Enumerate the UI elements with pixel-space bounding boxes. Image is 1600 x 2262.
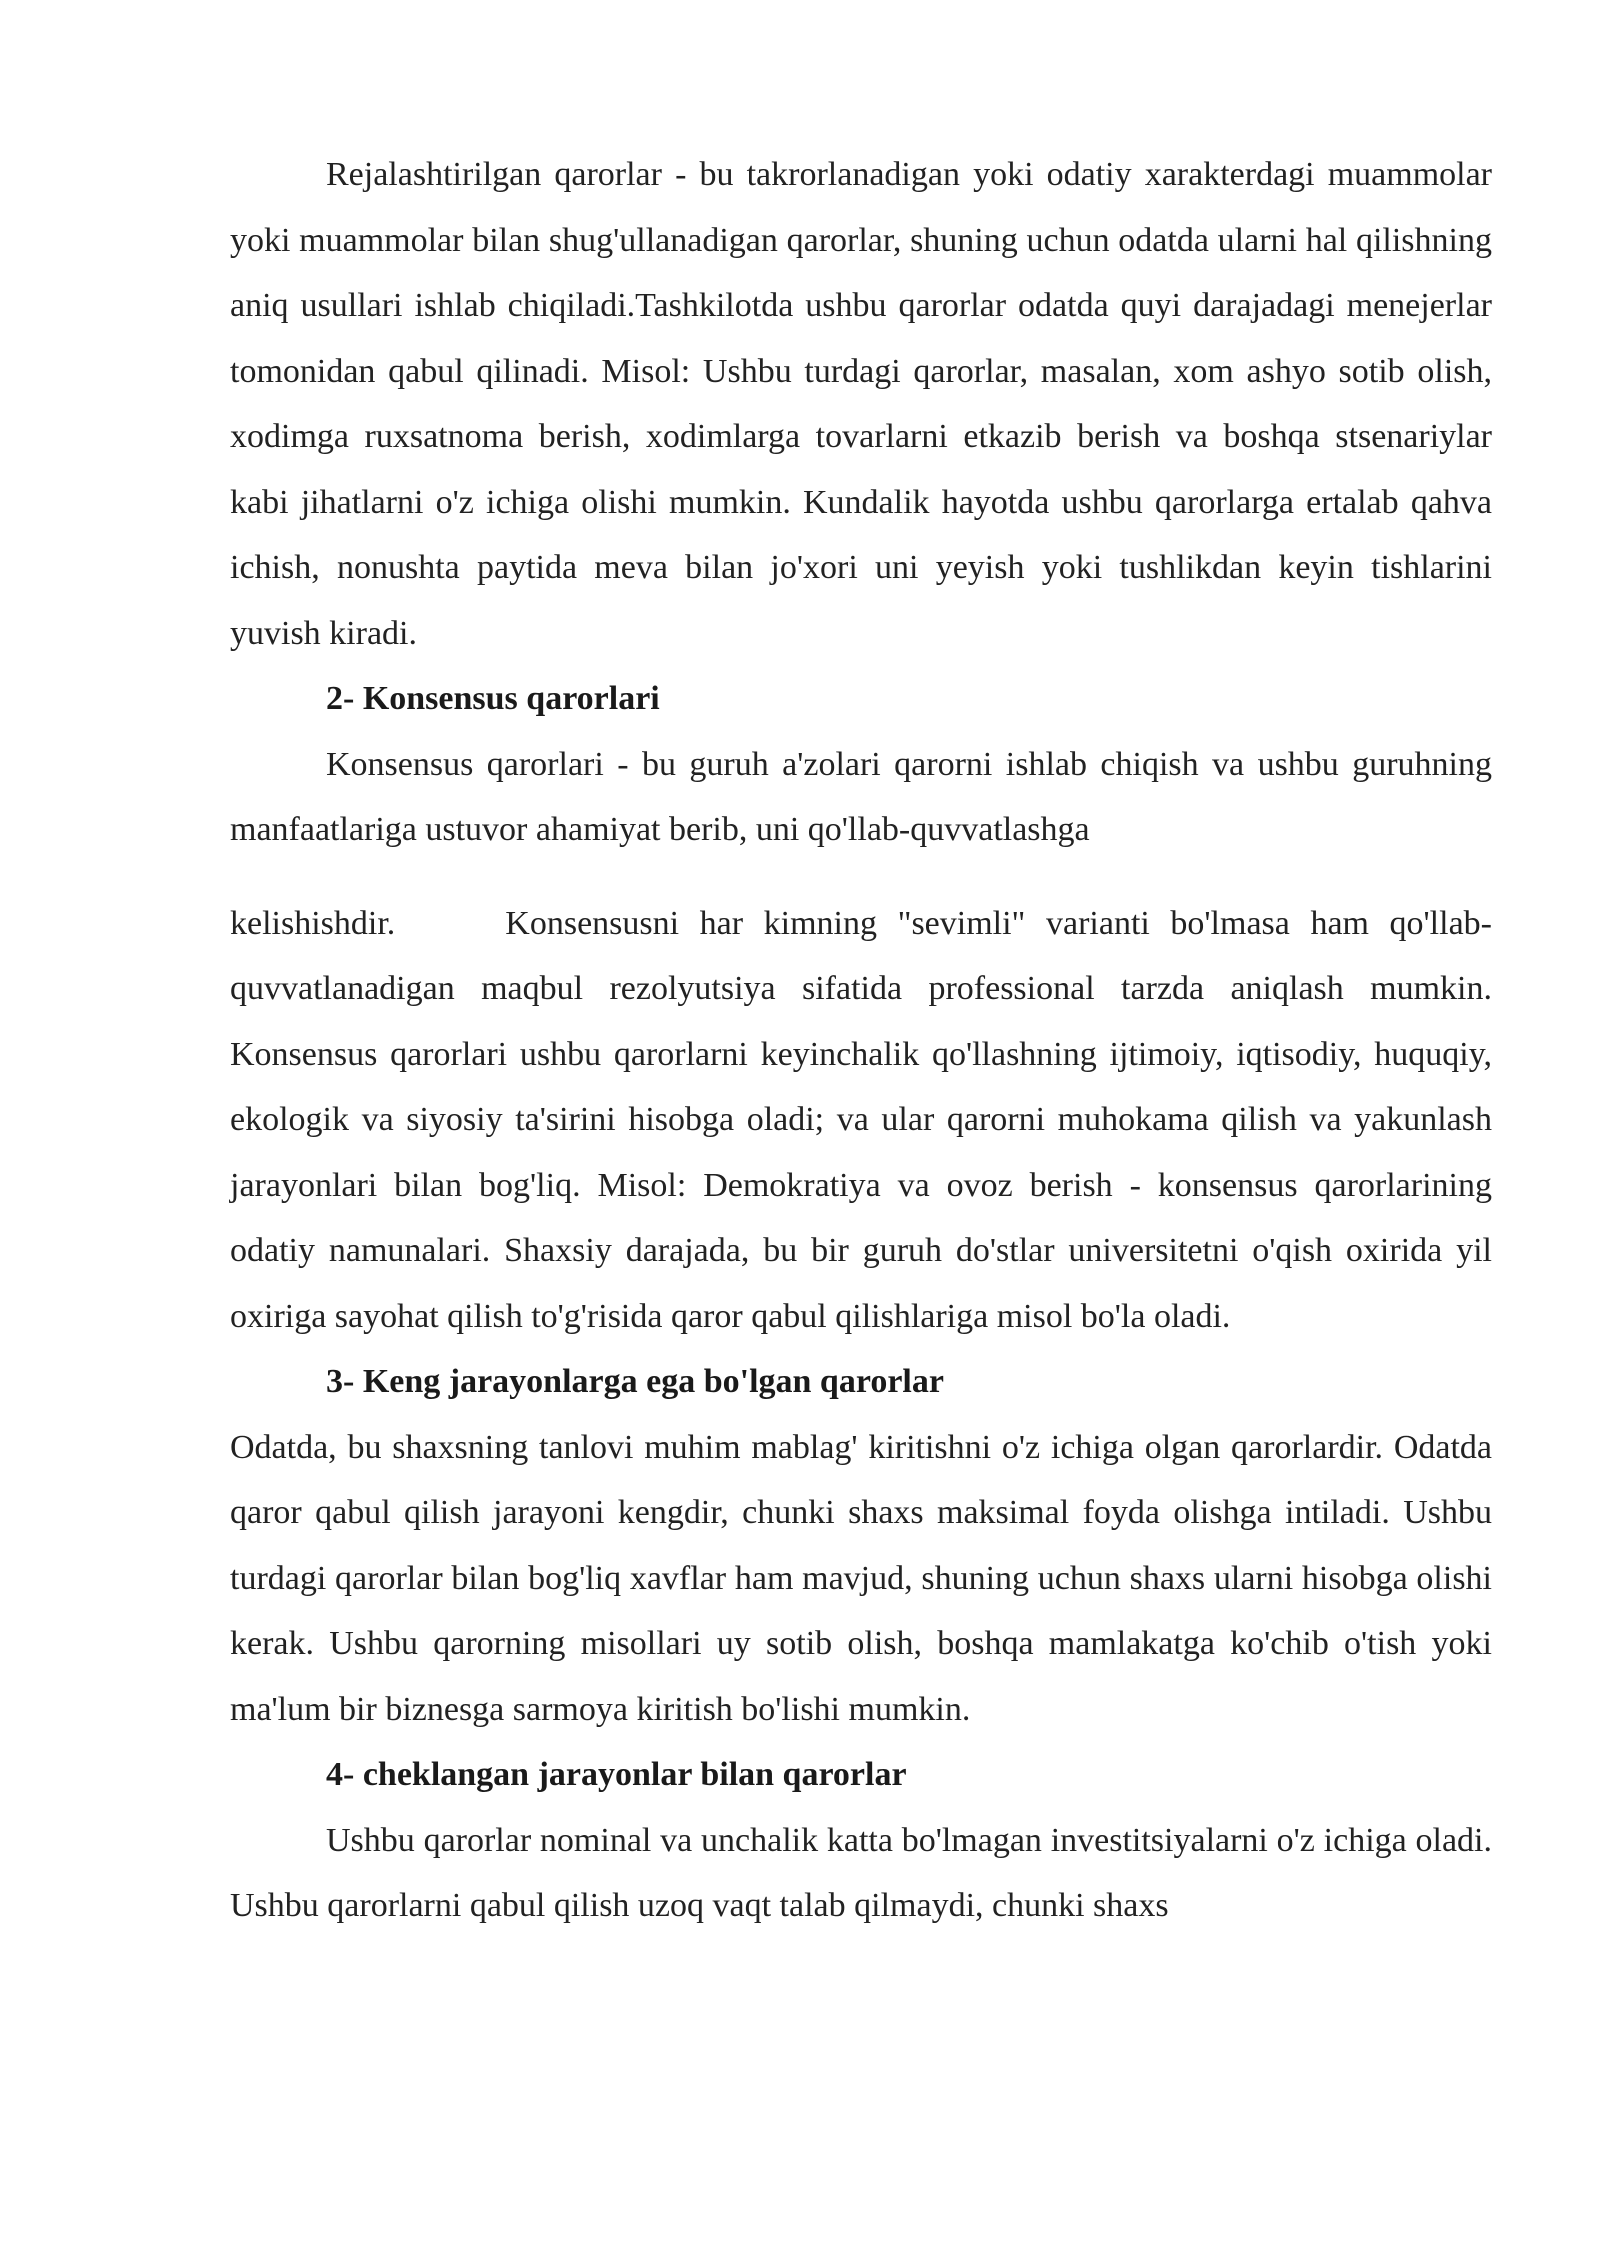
document-page bbox=[230, 142, 1492, 1939]
consensus-body-text: Konsensusni har kimning "sevimli" varianti bo'lmasa ham qo'llab-quvvatlanadigan maqbul rezolyutsiya sifatida professional tarzda aniqlash mumkin. Konsensus qarorlari ushbu qarorlarni keyinchalik qo'llashning ijtimoiy, iqtisodiy, huquqiy, ekologik va siyosiy ta'sirini hisobga oladi; va ular qarorni muhokama qilish va yakunlash jarayonlari bilan bog'liq. Misol: Demokratiya va ovoz berish - konsensus qarorlarining odatiy namunalari. Shaxsiy darajada, bu bir guruh do'stlar universitetni o'qish oxirida yil oxiriga sayohat qilish to'g'risida qaror qabul qilishlariga misol bo'la oladi. bbox=[230, 904, 1492, 1335]
heading-consensus-decisions: 2- Konsensus qarorlari bbox=[326, 680, 660, 717]
paragraph-extensive-process: Odatda, bu shaxsning tanlovi muhim mablag' kiritishni o'z ichiga olgan qarorlardir. Odatda qaror qabul qilish jarayoni kengdir, chunki shaxs maksimal foyda olishga intiladi. Ushbu turdagi qarorlar bilan bog'liq xavflar ham mavjud, shuning uchun shaxs ularni hisobga olishi kerak. Ushbu qarorning misollari uy sotib olish, boshqa mamlakatga ko'chib o'tish yoki ma'lum bir biznesga sarmoya kiritish bo'lishi mumkin. bbox=[230, 1428, 1492, 1728]
paragraph-limited-process: Ushbu qarorlar nominal va unchalik katta bo'lmagan investitsiyalarni o'z ichiga oladi. Ushbu qarorlarni qabul qilish uzoq vaqt talab qilmaydi, chunki shaxs bbox=[230, 1821, 1492, 1924]
heading-limited-process-decisions: 4- cheklangan jarayonlar bilan qarorlar bbox=[326, 1756, 907, 1793]
paragraph-gap bbox=[230, 863, 1492, 891]
consensus-lead-word: kelishishdir. bbox=[230, 904, 396, 942]
paragraph-consensus-body bbox=[230, 891, 1492, 1350]
paragraph-planned-decisions: Rejalashtirilgan qarorlar - bu takrorlanadigan yoki odatiy xarakterdagi muammolar yoki muammolar bilan shug'ullanadigan qarorlar, shuning uchun odatda ularni hal qilishning aniq usullari ishlab chiqiladi.Tashkilotda ushbu qarorlar odatda quyi darajadagi menejerlar tomonidan qabul qilinadi. Misol: Ushbu turdagi qarorlar, masalan, xom ashyo sotib olish, xodimga ruxsatnoma berish, xodimlarga tovarlarni etkazib berish va boshqa stsenariylar kabi jihatlarni o'z ichiga olishi mumkin. Kundalik hayotda ushbu qarorlarga ertalab qahva ichish, nonushta paytida meva bilan jo'xori uni yeyish yoki tushlikdan keyin tishlarini yuvish kiradi. bbox=[230, 156, 1492, 652]
paragraph-consensus-intro: Konsensus qarorlari - bu guruh a'zolari qarorni ishlab chiqish va ushbu guruhning manfaatlariga ustuvor ahamiyat berib, uni qo'llab-quvvatlashga bbox=[230, 745, 1492, 848]
heading-extensive-process-decisions: 3- Keng jarayonlarga ega bo'lgan qarorlar bbox=[326, 1363, 944, 1400]
